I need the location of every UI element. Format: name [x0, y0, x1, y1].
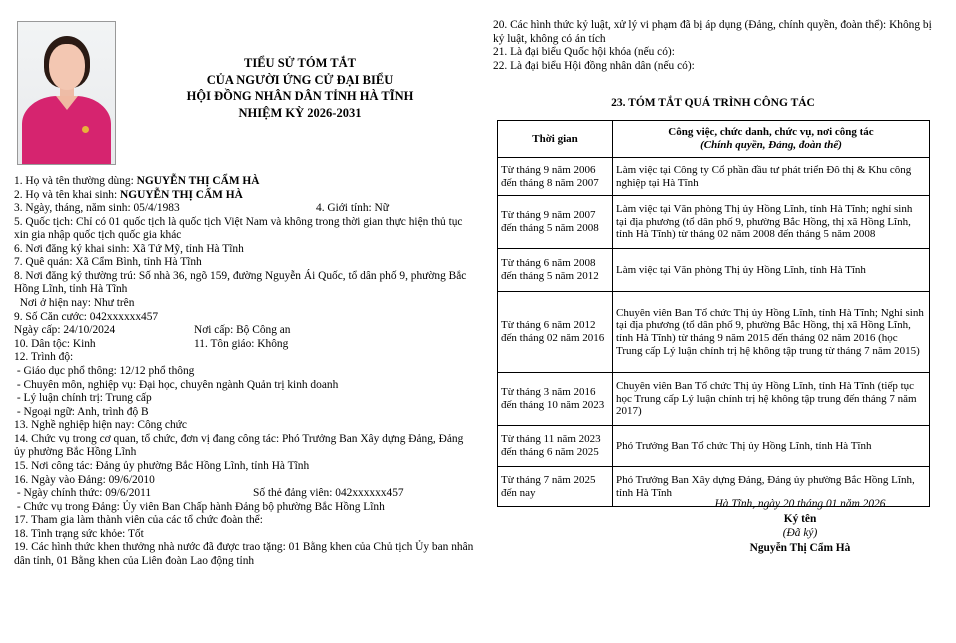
work-history-table — [497, 120, 930, 507]
row-work: Làm việc tại Văn phòng Thị ủy Hồng Lĩnh, tỉnh Hà Tĩnh — [613, 249, 930, 292]
row-work: Chuyên viên Ban Tổ chức Thị ủy Hồng Lĩnh, tỉnh Hà Tĩnh; Nghỉ sinh tại địa phương (tổ dân phố 9, phường Bắc Hồng, thị xã Hồng Lĩnh, tỉnh Hà Tĩnh) từ tháng 9 năm 2015 đến tháng 02 năm 2016 (học Trung cấp Lý luận chính trị hệ không tập trung từ tháng 7 năm 2015) — [613, 292, 930, 373]
row-time: Từ tháng 7 năm 2025 đến nay — [498, 467, 613, 507]
row-time: Từ tháng 3 năm 2016 đến tháng 10 năm 2023 — [498, 373, 613, 426]
row-work: Làm việc tại Văn phòng Thị ủy Hồng Lĩnh, tỉnh Hà Tĩnh; nghỉ sinh tại địa phương (tổ dân phố 9, phường Bắc Hồng, thị xã Hồng Lĩnh, tỉnh Hà Tĩnh) từ tháng 02 năm 2008 đến tháng 5 năm 2008 — [613, 196, 930, 249]
signature-block — [700, 497, 900, 555]
row-time: Từ tháng 9 năm 2006 đến tháng 8 năm 2007 — [498, 158, 613, 196]
row-time: Từ tháng 11 năm 2023 đến tháng 6 năm 2025 — [498, 426, 613, 467]
party-card-number: Số thẻ đảng viên: 042xxxxxx457 — [253, 487, 404, 500]
bio-line-16a — [14, 487, 476, 501]
current-residence: Nơi ở hiện nay: Như trên — [19, 296, 135, 309]
table-row — [498, 292, 930, 373]
row-work: Phó Trưởng Ban Tổ chức Thị ủy Hồng Lĩnh, tỉnh Hà Tĩnh — [613, 426, 930, 467]
candidate-photo — [17, 21, 116, 165]
bio-line-14: 14. Chức vụ trong cơ quan, tổ chức, đơn vị đang công tác: Phó Trưởng Ban Xây dựng Đảng, Đảng ủy phường Bắc Hồng Lĩnh — [14, 432, 464, 459]
bio-line-17: 17. Tham gia làm thành viên của các tổ chức đoàn thể: — [14, 514, 263, 527]
birth-date: 3. Ngày, tháng, năm sinh: 05/4/1983 — [14, 202, 180, 215]
place-date: Hà Tĩnh, ngày 20 tháng 01 năm 2026 — [714, 498, 886, 510]
signer-name: Nguyễn Thị Cẩm Hà — [749, 541, 851, 554]
bio-line-12: 12. Trình độ: — [14, 351, 74, 364]
id-issue-date: Ngày cấp: 24/10/2024 — [14, 324, 116, 337]
bio-line-15: 15. Nơi công tác: Đảng ủy phường Bắc Hồng Lĩnh, tỉnh Hà Tĩnh — [14, 459, 310, 472]
id-issue-place: Nơi cấp: Bộ Công an — [194, 324, 291, 337]
bio-line-22: 22. Là đại biểu Hội đồng nhân dân (nếu có): — [493, 59, 695, 72]
bio-line-16: 16. Ngày vào Đảng: 09/6/2010 — [14, 473, 155, 486]
bio-line-12d — [14, 406, 476, 420]
bio-line-12b — [14, 379, 476, 393]
col-work-title: Công việc, chức danh, chức vụ, nơi công tác — [668, 126, 874, 139]
col-work-subtitle: (Chính quyền, Đảng, đoàn thể) — [700, 139, 842, 151]
table-row — [498, 426, 930, 467]
bio-section — [14, 175, 476, 568]
bio-line-6: 6. Nơi đăng ký khai sinh: Xã Tứ Mỹ, tỉnh Hà Tĩnh — [14, 242, 244, 255]
bio-line-21: 21. Là đại biểu Quốc hội khóa (nếu có): — [493, 46, 675, 59]
table-row — [498, 158, 930, 196]
bio-line-1 — [14, 175, 476, 189]
religion: 11. Tôn giáo: Không — [194, 337, 289, 350]
title-line-1: TIỂU SỬ TÓM TẮT — [244, 56, 356, 70]
bio-line-19: 19. Các hình thức khen thưởng nhà nước đã được trao tặng: 01 Bằng khen của Chủ tịch Ủy ban nhân dân tỉnh, 01 Bằng khen của Liên đoàn Lao động tỉnh — [14, 541, 474, 567]
bio-line-2 — [14, 189, 476, 203]
general-education: - Giáo dục phổ thông: 12/12 phổ thông — [16, 364, 195, 377]
title-line-2: CỦA NGƯỜI ỨNG CỬ ĐẠI BIỂU — [206, 72, 394, 87]
political-theory: - Lý luận chính trị: Trung cấp — [16, 392, 152, 405]
bio-line-9a — [14, 324, 476, 338]
document-title — [120, 55, 480, 121]
work-history-title: 23. TÓM TẮT QUÁ TRÌNH CÔNG TÁC — [611, 97, 815, 109]
table-row — [498, 249, 930, 292]
bio-line-10 — [14, 338, 476, 352]
bio-line-13: 13. Nghề nghiệp hiện nay: Công chức — [14, 419, 187, 432]
foreign-language: - Ngoại ngữ: Anh, trình độ B — [16, 405, 149, 418]
col-work-header — [613, 121, 930, 158]
col-time-header: Thời gian — [498, 121, 613, 158]
bio-line-8: 8. Nơi đăng ký thường trú: Số nhà 36, ngõ 159, đường Nguyễn Ái Quốc, tổ dân phố 9, phường Bắc Hồng Lĩnh, tỉnh Hà Tĩnh — [14, 269, 467, 296]
professional-degree: - Chuyên môn, nghiệp vụ: Đại học, chuyên ngành Quản trị kinh doanh — [16, 378, 339, 391]
bio-line-3 — [14, 202, 476, 216]
title-line-4: NHIỆM KỲ 2026-2031 — [238, 105, 362, 120]
table-row — [498, 373, 930, 426]
row-work: Chuyên viên Ban Tổ chức Thị ủy Hồng Lĩnh, tỉnh Hà Tĩnh (tiếp tục học Trung cấp Lý luận chính trị hệ không tập trung đến tháng 7 năm 2017) — [613, 373, 930, 426]
official-party-date: - Ngày chính thức: 09/6/2011 — [16, 487, 152, 500]
row-work: Phó Trưởng Ban Xây dựng Đảng, Đảng ủy phường Bắc Hồng Lĩnh, tỉnh Hà Tĩnh — [613, 467, 930, 507]
row-work: Làm việc tại Công ty Cổ phần đầu tư phát triển Đô thị & Khu công nghiệp tại Hà Tĩnh — [613, 158, 930, 196]
bio-line-12c — [14, 392, 476, 406]
row-time: Từ tháng 6 năm 2008 đến tháng 5 năm 2012 — [498, 249, 613, 292]
row-time: Từ tháng 6 năm 2012 đến tháng 02 năm 2016 — [498, 292, 613, 373]
party-position: - Chức vụ trong Đảng: Ủy viên Ban Chấp hành Đảng bộ phường Bắc Hồng Lĩnh — [16, 500, 385, 513]
signed-note: (Đã ký) — [782, 527, 818, 539]
table-row — [498, 196, 930, 249]
right-section — [493, 19, 938, 73]
bio-line-9: 9. Số Căn cước: 042xxxxxx457 — [14, 310, 159, 323]
bio-line-7: 7. Quê quán: Xã Cẩm Bình, tỉnh Hà Tĩnh — [14, 256, 202, 269]
bio-line-16c — [14, 501, 476, 515]
sign-label: Ký tên — [783, 512, 817, 525]
row-time: Từ tháng 9 năm 2007 đến tháng 5 năm 2008 — [498, 196, 613, 249]
table-header-row — [498, 121, 930, 158]
common-name-label: 1. Họ và tên thường dùng: — [14, 175, 137, 187]
bio-line-12a — [14, 365, 476, 379]
bio-line-5: 5. Quốc tịch: Chỉ có 01 quốc tịch là quốc tịch Việt Nam và không trong thời gian thực hiện thủ tục xin gia nhập quốc tịch quốc gia khác — [14, 215, 463, 242]
gender: 4. Giới tính: Nữ — [316, 202, 389, 215]
bio-line-8b — [14, 297, 476, 311]
birth-name-value: NGUYỄN THỊ CẨM HÀ — [119, 188, 243, 201]
bio-line-20: 20. Các hình thức kỷ luật, xử lý vi phạm đã bị áp dụng (Đảng, chính quyền, đoàn thể): Không bị kỷ luật, không có án tích — [493, 19, 932, 45]
bio-line-18: 18. Tình trạng sức khỏe: Tốt — [14, 527, 144, 540]
title-line-3: HỘI ĐỒNG NHÂN DÂN TỈNH HÀ TĨNH — [186, 89, 414, 103]
common-name-value: NGUYỄN THỊ CẨM HÀ — [136, 175, 260, 187]
birth-name-label: 2. Họ và tên khai sinh: — [14, 188, 120, 201]
ethnicity: 10. Dân tộc: Kinh — [14, 337, 96, 350]
